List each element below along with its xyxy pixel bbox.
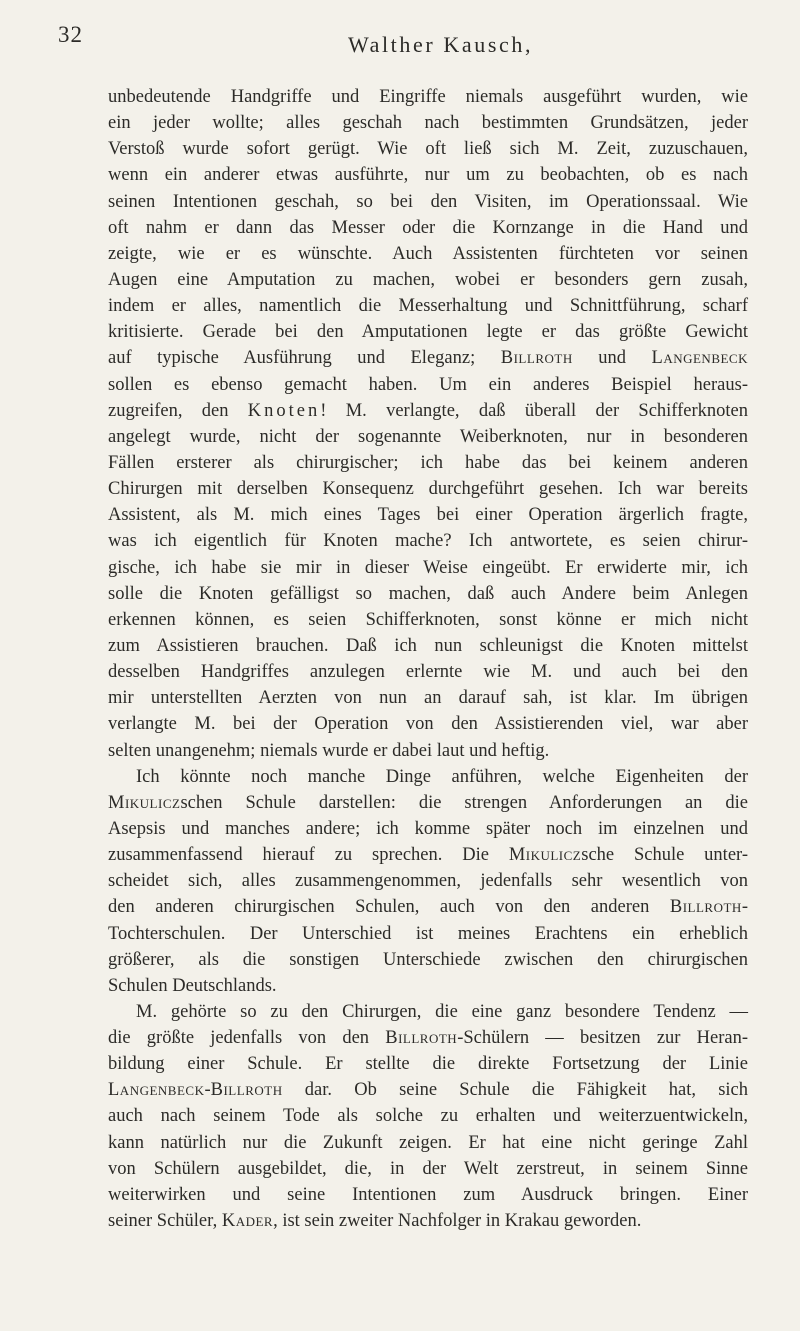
text-line: seiner Schüler, Kader, ist sein zweiter Nachfolger in Krakau geworden. [108, 1211, 642, 1232]
running-head: Walther Kausch, [348, 32, 534, 57]
page-number: 32 [58, 22, 83, 47]
text-line: solle die Knoten gefälligst so machen, daß auch Andere beim Anlegen [108, 583, 748, 604]
text-line: M. gehörte so zu den Chirurgen, die eine ganz besondere Tendenz — [136, 1001, 748, 1022]
text-line: Langenbeck-Billroth dar. Ob seine Schule die Fähigkeit hat, sich [108, 1080, 748, 1101]
text-line: weiterwirken und seine Intentionen zum Ausdruck bringen. Einer [108, 1184, 748, 1205]
text-line: auch nach seinem Tode als solche zu erhalten und weiterzuentwickeln, [108, 1106, 748, 1127]
text-line: sollen es ebenso gemacht haben. Um ein anderes Beispiel heraus- [108, 374, 748, 395]
text-line: auf typische Ausführung und Eleganz; Billroth und Langenbeck [108, 348, 748, 369]
text-line: was ich eigentlich für Knoten mache? Ich antwortete, es seien chirur- [108, 531, 748, 552]
text-line: mir unterstellten Aerzten von nun an darauf sah, ist klar. Im übrigen [108, 688, 748, 709]
text-line: kritisierte. Gerade bei den Amputationen legte er das größte Gewicht [108, 322, 748, 343]
text-line: Chirurgen mit derselben Konsequenz durchgeführt gesehen. Ich war bereits [108, 479, 748, 500]
text-line: angelegt wurde, nicht der sogenannte Weiberknoten, nur in besonderen [108, 426, 748, 447]
text-line: Augen eine Amputation zu machen, wobei er besonders gern zusah, [108, 269, 748, 290]
text-line: kann natürlich nur die Zukunft zeigen. Er hat eine nicht geringe Zahl [108, 1132, 748, 1153]
text-line: oft nahm er dann das Messer oder die Kornzange in die Hand und [108, 217, 748, 238]
text-line: Assistent, als M. mich eines Tages bei einer Operation ärgerlich fragte, [108, 505, 748, 526]
text-line: von Schülern ausgebildet, die, in der Welt zerstreut, in seinem Sinne [108, 1158, 748, 1179]
person-name: Billroth [210, 1080, 283, 1101]
text-line: verlangte M. bei der Operation von den Assistierenden viel, war aber [108, 714, 748, 735]
page-header [58, 22, 748, 62]
text-line: Fällen ersterer als chirurgischer; ich habe das bei keinem anderen [108, 452, 748, 473]
text-line: ein jeder wollte; alles geschah nach bestimmten Grundsätzen, jeder [108, 113, 748, 134]
text-line: größerer, als die sonstigen Unterschiede zwischen den chirurgischen [108, 949, 748, 970]
text-line: zugreifen, den Knoten! M. verlangte, daß überall der Schifferknoten [108, 400, 748, 421]
text-line: Schulen Deutschlands. [108, 975, 277, 996]
text-line: Verstoß wurde sofort gerügt. Wie oft ließ sich M. Zeit, zuzuschauen, [108, 139, 748, 160]
text-line: Tochterschulen. Der Unterschied ist meines Erachtens ein erheblich [108, 923, 748, 944]
emphasized-word: Knoten [247, 400, 321, 421]
person-name: Langenbeck [108, 1080, 205, 1101]
body-text [108, 84, 748, 1234]
text-line: Ich könnte noch manche Dinge anführen, welche Eigenheiten der [136, 766, 748, 787]
text-line: die größte jedenfalls von den Billroth-Schülern — besitzen zur Heran- [108, 1028, 748, 1049]
text-line: zeigte, wie er es wünschte. Auch Assistenten fürchteten vor seinen [108, 243, 748, 264]
person-name: Billroth [500, 348, 573, 369]
person-name: Mikulicz [108, 792, 181, 813]
person-name: Mikulicz [508, 845, 582, 866]
text-line: Asepsis und manches andere; ich komme später noch im einzelnen und [108, 818, 748, 839]
person-name: Kader [221, 1211, 274, 1232]
person-name: Langenbeck [651, 348, 748, 369]
person-name: Billroth [669, 897, 742, 918]
text-line: gische, ich habe sie mir in dieser Weise eingeübt. Er erwiderte mir, ich [108, 557, 748, 578]
text-line: wenn ein anderer etwas ausführte, nur um zu beobachten, ob es nach [108, 165, 748, 186]
text-line: Mikuliczschen Schule darstellen: die strengen Anforderungen an die [108, 792, 748, 813]
text-line: den anderen chirurgischen Schulen, auch von den anderen Billroth- [108, 897, 748, 918]
person-name: Billroth [385, 1028, 458, 1049]
text-line: erkennen können, es seien Schifferknoten, sonst könne er mich nicht [108, 609, 748, 630]
text-line: selten unangenehm; niemals wurde er dabei laut und heftig. [108, 740, 550, 761]
text-line: scheidet sich, alles zusammengenommen, jedenfalls sehr wesentlich von [108, 871, 748, 892]
text-line: zusammenfassend hierauf zu sprechen. Die Mikuliczsche Schule unter- [108, 845, 748, 866]
text-line: desselben Handgriffes anzulegen erlernte wie M. und auch bei den [108, 662, 748, 683]
text-line: zum Assistieren brauchen. Daß ich nun schleunigst die Knoten mittelst [108, 635, 748, 656]
text-line: indem er alles, namentlich die Messerhaltung und Schnittführung, scharf [108, 296, 748, 317]
text-line: seinen Intentionen geschah, so bei den Visiten, im Operationssaal. Wie [108, 191, 748, 212]
text-line: unbedeutende Handgriffe und Eingriffe niemals ausgeführt wurden, wie [108, 87, 748, 107]
text-line: bildung einer Schule. Er stellte die direkte Fortsetzung der Linie [108, 1054, 748, 1075]
